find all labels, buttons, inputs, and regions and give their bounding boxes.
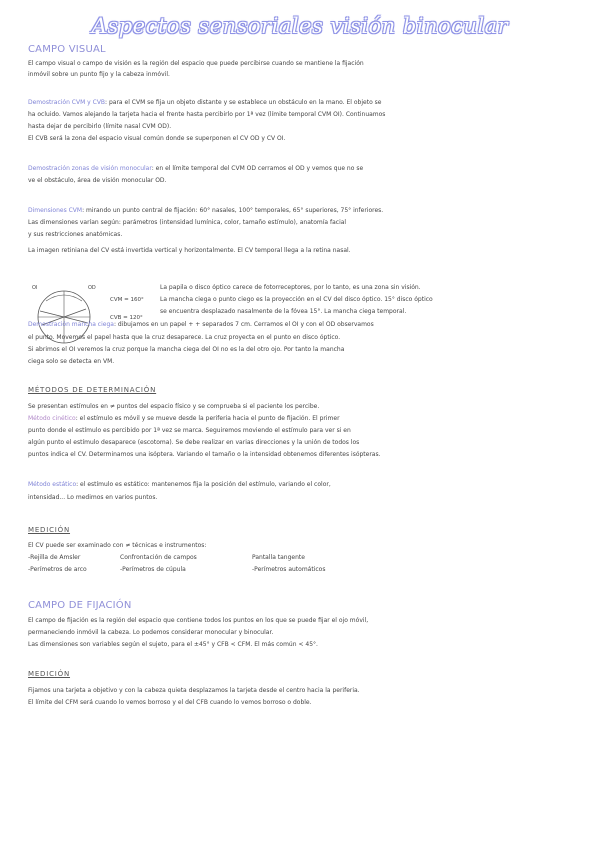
text-line: se encuentra desplazado nasalmente de la fóvea 15°. La mancha ciega temporal.: [160, 308, 407, 315]
text-line: Demostración CVM y CVB: para el CVM se fija un objeto distante y se establece un obstáculo en la mano. El objeto se: [28, 99, 382, 106]
text-line: y sus restricciones anatómicas.: [28, 231, 123, 238]
term-metodo-estatico: Método estático: [28, 481, 77, 488]
term-demostracion-cvm: Demostración CVM y CVB: [28, 99, 106, 106]
text-line: ve el obstáculo, área de visión monocular OD.: [28, 177, 167, 184]
label-oi: OI: [32, 285, 38, 291]
text-line: inmóvil sobre un punto fijo y la cabeza inmóvil.: [28, 71, 170, 78]
text-line: El campo de fijación es la región del espacio que contiene todos los puntos en los que se puede fijar el ojo móvil,: [28, 617, 369, 624]
term-mancha-ciega: Demostración mancha ciega: [28, 321, 114, 328]
technique-item: -Perímetros de arco: [28, 566, 87, 573]
heading-medicion-fijacion: MEDICIÓN: [28, 670, 71, 678]
text-line: hasta dejar de percibirlo (límite nasal CVM OD).: [28, 123, 172, 130]
text-line: El CV puede ser examinado con ≠ técnicas e instrumentos:: [28, 542, 207, 549]
technique-item: -Rejilla de Amsler: [28, 554, 81, 561]
text-line: La papila o disco óptico carece de fotorreceptores, por lo tanto, es una zona sin visión.: [160, 284, 421, 291]
text-line: el punto. Movemos el papel hasta que la cruz desaparece. La cruz proyecta en el punto en disco óptico.: [28, 334, 341, 341]
text-line: punto donde el estímulo es percibido por 1ª vez se marca. Seguiremos moviendo el estímulo para ver si en: [28, 427, 351, 434]
text-line: Dimensiones CVM: mirando un punto central de fijación: 60° nasales, 100° temporales, 65° superiores, 75° inferiores.: [28, 207, 384, 214]
label-od: OD: [88, 285, 96, 291]
heading-campo-visual: CAMPO VISUAL: [28, 44, 106, 55]
text-line: Las dimensiones son variables según el sujeto, para el ±45° y CFB < CFM. El más común < 45°.: [28, 641, 318, 648]
text-line: El CVB será la zona del espacio visual común donde se superponen el CV OD y CV OI.: [28, 135, 286, 142]
technique-item: -Perímetros de cúpula: [120, 566, 186, 573]
text-line: Método estático: el estímulo es estático: mantenemos fija la posición del estímulo, variando el color,: [28, 481, 331, 488]
text-line: ciega solo se detecta en VM.: [28, 358, 115, 365]
technique-item: Pantalla tangente: [252, 554, 305, 561]
technique-item: -Perímetros automáticos: [252, 566, 326, 573]
label-cvb: CVB = 120°: [110, 315, 143, 321]
text-line: intensidad... Lo medimos en varios puntos.: [28, 494, 158, 501]
text-line: Demostración mancha ciega: dibujamos en un papel + + separados 7 cm. Cerramos el OI y con el OD observamos: [28, 321, 374, 328]
text-line: puntos indica el CV. Determinamos una isóptera. Variando el tamaño o la intensidad obtenemos diferentes isópteras.: [28, 451, 381, 458]
term-zonas-vision-monocular: Demostración zonas de visión monocular: [28, 165, 152, 172]
label-cvm: CVM = 160°: [110, 297, 144, 303]
text-line: permaneciendo inmóvil la cabeza. Lo podemos considerar monocular y binocular.: [28, 629, 274, 636]
text-line: Las dimensiones varían según: parámetros (intensidad lumínica, color, tamaño estímulo), anatomía facial: [28, 219, 347, 226]
text-line: La imagen retiniana del CV está invertida vertical y horizontalmente. El CV temporal llega a la retina nasal.: [28, 247, 351, 254]
term-dimensiones-cvm: Dimensiones CVM: [28, 207, 83, 214]
text-line: Si abrimos el OI veremos la cruz porque la mancha ciega del OI no es la del otro ojo. Por tanto la mancha: [28, 346, 345, 353]
text-line: Fijamos una tarjeta a objetivo y con la cabeza quieta desplazamos la tarjeta desde el centro hacia la periferia.: [28, 687, 360, 694]
text-line: Demostración zonas de visión monocular: en el límite temporal del CVM OD cerramos el OD y vemos que no se: [28, 165, 364, 172]
heading-metodos: MÉTODOS DE DETERMINACIÓN: [28, 386, 157, 394]
heading-campo-fijacion: CAMPO DE FIJACIÓN: [28, 600, 132, 611]
text-line: El límite del CFM será cuando lo vemos borroso y el del CFB cuando lo vemos borroso o doble.: [28, 699, 312, 706]
heading-medicion: MEDICIÓN: [28, 526, 71, 534]
text-line: ha ocluido. Vamos alejando la tarjeta hacia el frente hasta percibirlo por 1ª vez (límite temporal CVM OI). Continuamos: [28, 111, 386, 118]
text-line: Se presentan estímulos en ≠ puntos del espacio físico y se comprueba si el paciente los percibe.: [28, 403, 320, 410]
page-title: Aspectos sensoriales visión binocular: [91, 14, 509, 38]
term-metodo-cinetico: Método cinético: [28, 415, 76, 422]
text-line: Método cinético: el estímulo es móvil y se mueve desde la periferia hacia el punto de fijación. El primer: [28, 415, 340, 422]
technique-item: Confrontación de campos: [120, 554, 197, 561]
text-line: algún punto el estímulo desaparece (escotoma). Se debe realizar en varias direcciones y la unión de todos los: [28, 439, 360, 446]
text-line: La mancha ciega o punto ciego es la proyección en el CV del disco óptico. 15° disco óptico: [160, 296, 433, 303]
text-line: El campo visual o campo de visión es la región del espacio que puede percibirse cuando se mantiene la fijación: [28, 60, 364, 67]
